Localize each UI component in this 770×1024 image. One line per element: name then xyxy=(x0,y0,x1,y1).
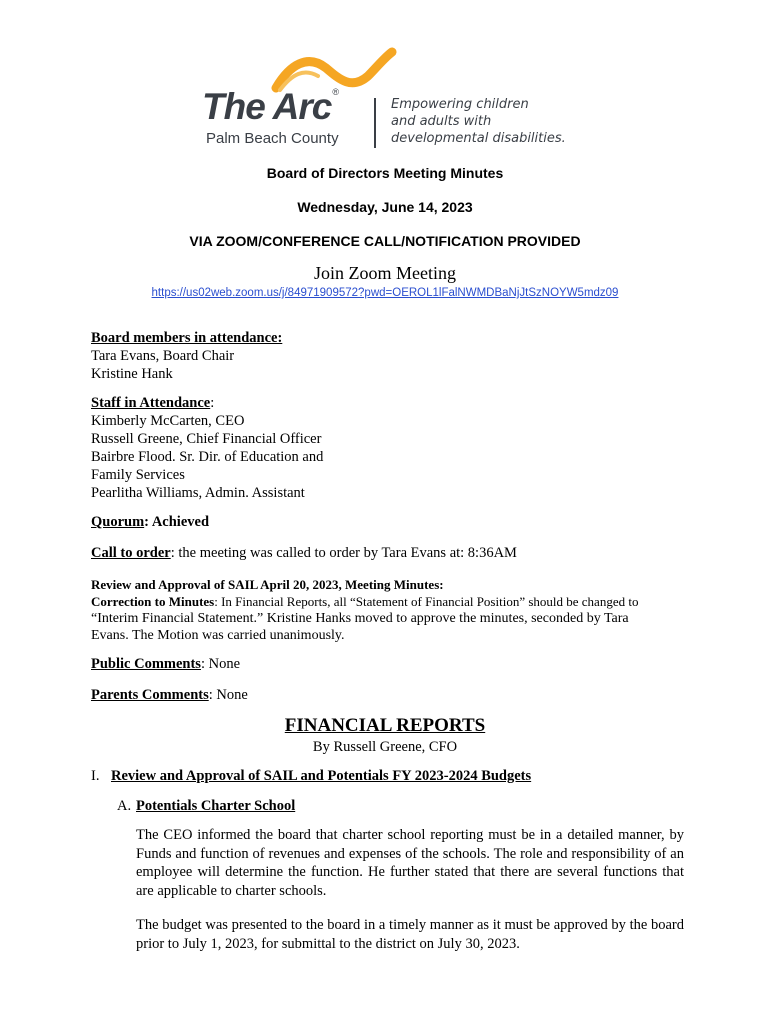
section-heading: Review and Approval of SAIL and Potentials FY 2023-2024 Budgets xyxy=(111,768,532,784)
logo-county: Palm Beach County xyxy=(206,130,339,147)
section-number: I. xyxy=(91,768,100,784)
paragraph: The budget was presented to the board in a timely manner as it must be approved by the board prior to July 1, 2023, for submittal to the district on July 30, 2023. xyxy=(136,917,684,952)
staff-member: Russell Greene, Chief Financial Officer xyxy=(91,431,322,447)
financial-reports-byline: By Russell Greene, CFO xyxy=(312,739,458,755)
correction-label: Correction to Minutes xyxy=(91,594,215,609)
meeting-date: Wednesday, June 14, 2023 xyxy=(297,199,473,215)
financial-reports-heading: FINANCIAL REPORTS xyxy=(284,715,486,736)
parents-comments-line: Parents Comments: None xyxy=(91,687,248,703)
staff-member: Family Services xyxy=(91,467,185,483)
public-comments-line: Public Comments: None xyxy=(91,656,241,672)
document-title: Board of Directors Meeting Minutes xyxy=(266,165,504,181)
paragraph: The CEO informed the board that charter school reporting must be in a detailed manner, by Funds and function of revenues and expenses of the schools. The role and responsibility of an employee will determine the function. He further stated that there are several functions that are applicable to charter schools. xyxy=(136,827,684,899)
subsection-number: A. xyxy=(117,798,132,814)
meeting-mode: VIA ZOOM/CONFERENCE CALL/NOTIFICATION PROVIDED xyxy=(189,233,581,249)
arc-logo xyxy=(200,46,600,156)
staff-section: Staff in Attendance: Kimberly McCarten, CEO Russell Greene, Chief Financial Officer Bairbre Flood. Sr. Dir. of Education and Family Services Pearlitha Williams, Admin. Assistant xyxy=(91,395,324,501)
board-member: Tara Evans, Board Chair xyxy=(91,348,235,364)
quorum-line: Quorum: Achieved xyxy=(91,514,210,530)
board-members-heading: Board members in attendance: xyxy=(91,330,283,346)
logo-name: The Arc® xyxy=(202,86,339,127)
zoom-link[interactable]: https://us02web.zoom.us/j/84971909572?pwd=OEROL1lFalNWMDBaNjJtSzNOYW5mdz09 xyxy=(151,287,619,299)
staff-member: Kimberly McCarten, CEO xyxy=(91,413,245,429)
review-heading: Review and Approval of SAIL April 20, 2023, Meeting Minutes: xyxy=(91,577,444,592)
staff-member: Pearlitha Williams, Admin. Assistant xyxy=(91,485,305,501)
board-member: Kristine Hank xyxy=(91,366,173,382)
board-members-section xyxy=(91,329,282,383)
review-section: Review and Approval of SAIL April 20, 2023, Meeting Minutes: Correction to Minutes: In Financial Reports, all “Statement of Financial Position” should be changed to “Interim Financial Statement.” Kristine Hanks moved to approve the minutes, seconded by Tara Evans. The Motion was carried unanimously. xyxy=(91,577,639,643)
zoom-heading: Join Zoom Meeting xyxy=(314,263,456,283)
staff-member: Bairbre Flood. Sr. Dir. of Education and xyxy=(91,449,324,465)
call-to-order-line: Call to order: the meeting was called to order by Tara Evans at: 8:36AM xyxy=(91,545,517,561)
logo-divider xyxy=(374,98,376,148)
staff-heading: Staff in Attendance xyxy=(91,395,211,411)
subsection-heading: Potentials Charter School xyxy=(136,798,296,814)
logo-tagline: Empowering children and adults with developmental disabilities. xyxy=(391,97,566,146)
